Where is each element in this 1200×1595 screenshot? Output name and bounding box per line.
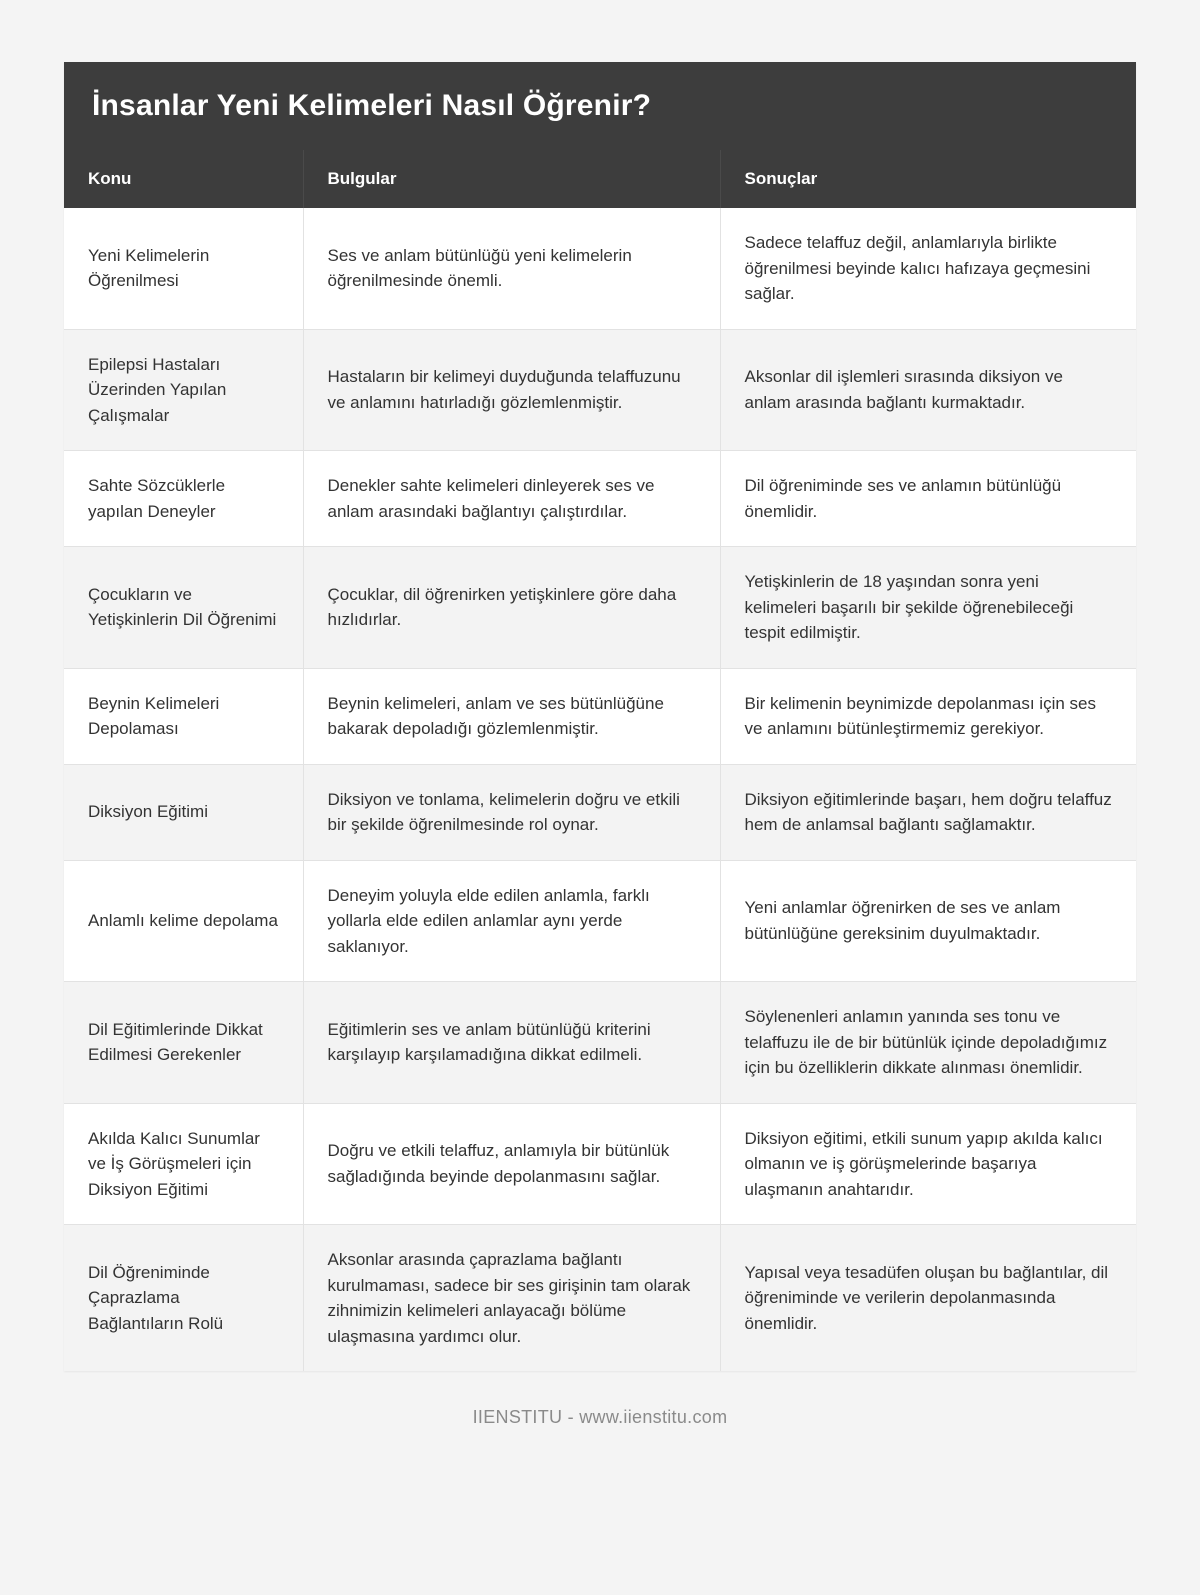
cell-konu: Akılda Kalıcı Sunumlar ve İş Görüşmeleri için Diksiyon Eğitimi (64, 1103, 303, 1225)
cell-sonuclar: Diksiyon eğitimlerinde başarı, hem doğru telaffuz hem de anlamsal bağlantı sağlamaktır. (720, 764, 1136, 860)
cell-sonuclar: Aksonlar dil işlemleri sırasında diksiyon ve anlam arasında bağlantı kurmaktadır. (720, 329, 1136, 451)
table-card (64, 62, 1136, 1371)
cell-bulgular: Eğitimlerin ses ve anlam bütünlüğü kriterini karşılayıp karşılamadığına dikkat edilmeli. (303, 982, 720, 1104)
column-header-bulgular: Bulgular (303, 150, 720, 208)
cell-konu: Dil Öğreniminde Çaprazlama Bağlantıların Rolü (64, 1225, 303, 1372)
table-row (64, 1103, 1136, 1225)
table-row (64, 668, 1136, 764)
table-body (64, 208, 1136, 1371)
table-row (64, 208, 1136, 329)
cell-bulgular: Diksiyon ve tonlama, kelimelerin doğru ve etkili bir şekilde öğrenilmesinde rol oynar. (303, 764, 720, 860)
column-header-sonuclar: Sonuçlar (720, 150, 1136, 208)
table-row (64, 982, 1136, 1104)
column-header-konu: Konu (64, 150, 303, 208)
cell-bulgular: Beynin kelimeleri, anlam ve ses bütünlüğüne bakarak depoladığı gözlemlenmiştir. (303, 668, 720, 764)
cell-sonuclar: Yapısal veya tesadüfen oluşan bu bağlantılar, dil öğreniminde ve verilerin depolanmasında önemlidir. (720, 1225, 1136, 1372)
cell-sonuclar: Yetişkinlerin de 18 yaşından sonra yeni kelimeleri başarılı bir şekilde öğrenebileceği tespit edilmiştir. (720, 547, 1136, 669)
table-row (64, 764, 1136, 860)
footer-credit: IIENSTITU - www.iienstitu.com (472, 1407, 728, 1427)
cell-konu: Diksiyon Eğitimi (64, 764, 303, 860)
cell-sonuclar: Sadece telaffuz değil, anlamlarıyla birlikte öğrenilmesi beyinde kalıcı hafızaya geçmesini sağlar. (720, 208, 1136, 329)
cell-bulgular: Doğru ve etkili telaffuz, anlamıyla bir bütünlük sağladığında beyinde depolanmasını sağlar. (303, 1103, 720, 1225)
table-header-row (64, 150, 1136, 208)
cell-sonuclar: Yeni anlamlar öğrenirken de ses ve anlam bütünlüğüne gereksinim duyulmaktadır. (720, 860, 1136, 982)
cell-konu: Anlamlı kelime depolama (64, 860, 303, 982)
cell-sonuclar: Diksiyon eğitimi, etkili sunum yapıp akılda kalıcı olmanın ve iş görüşmelerinde başarıya ulaşmanın anahtarıdır. (720, 1103, 1136, 1225)
page-title: İnsanlar Yeni Kelimeleri Nasıl Öğrenir? (92, 89, 652, 122)
cell-bulgular: Çocuklar, dil öğrenirken yetişkinlere göre daha hızlıdırlar. (303, 547, 720, 669)
cell-konu: Dil Eğitimlerinde Dikkat Edilmesi Gerekenler (64, 982, 303, 1104)
table-header (64, 150, 1136, 208)
cell-sonuclar: Dil öğreniminde ses ve anlamın bütünlüğü önemlidir. (720, 451, 1136, 547)
cell-bulgular: Denekler sahte kelimeleri dinleyerek ses ve anlam arasındaki bağlantıyı çalıştırdılar. (303, 451, 720, 547)
cell-bulgular: Ses ve anlam bütünlüğü yeni kelimelerin öğrenilmesinde önemli. (303, 208, 720, 329)
cell-konu: Çocukların ve Yetişkinlerin Dil Öğrenimi (64, 547, 303, 669)
table-row (64, 860, 1136, 982)
cell-sonuclar: Bir kelimenin beynimizde depolanması için ses ve anlamını bütünleştirmemiz gerekiyor. (720, 668, 1136, 764)
table-row (64, 547, 1136, 669)
cell-konu: Epilepsi Hastaları Üzerinden Yapılan Çalışmalar (64, 329, 303, 451)
comparison-table (64, 150, 1136, 1371)
cell-bulgular: Aksonlar arasında çaprazlama bağlantı kurulmaması, sadece bir ses girişinin tam olarak zihnimizin kelimeleri anlayacağı bölüme ulaşmasına yardımcı olur. (303, 1225, 720, 1372)
table-row (64, 451, 1136, 547)
title-bar (64, 62, 1136, 150)
cell-konu: Sahte Sözcüklerle yapılan Deneyler (64, 451, 303, 547)
cell-bulgular: Hastaların bir kelimeyi duyduğunda telaffuzunu ve anlamını hatırladığı gözlemlenmiştir. (303, 329, 720, 451)
table-row (64, 329, 1136, 451)
cell-sonuclar: Söylenenleri anlamın yanında ses tonu ve telaffuzu ile de bir bütünlük içinde depoladığımız için bu özelliklerin dikkate alınması önemlidir. (720, 982, 1136, 1104)
cell-konu: Beynin Kelimeleri Depolaması (64, 668, 303, 764)
cell-konu: Yeni Kelimelerin Öğrenilmesi (64, 208, 303, 329)
cell-bulgular: Deneyim yoluyla elde edilen anlamla, farklı yollarla elde edilen anlamlar aynı yerde saklanıyor. (303, 860, 720, 982)
table-row (64, 1225, 1136, 1372)
